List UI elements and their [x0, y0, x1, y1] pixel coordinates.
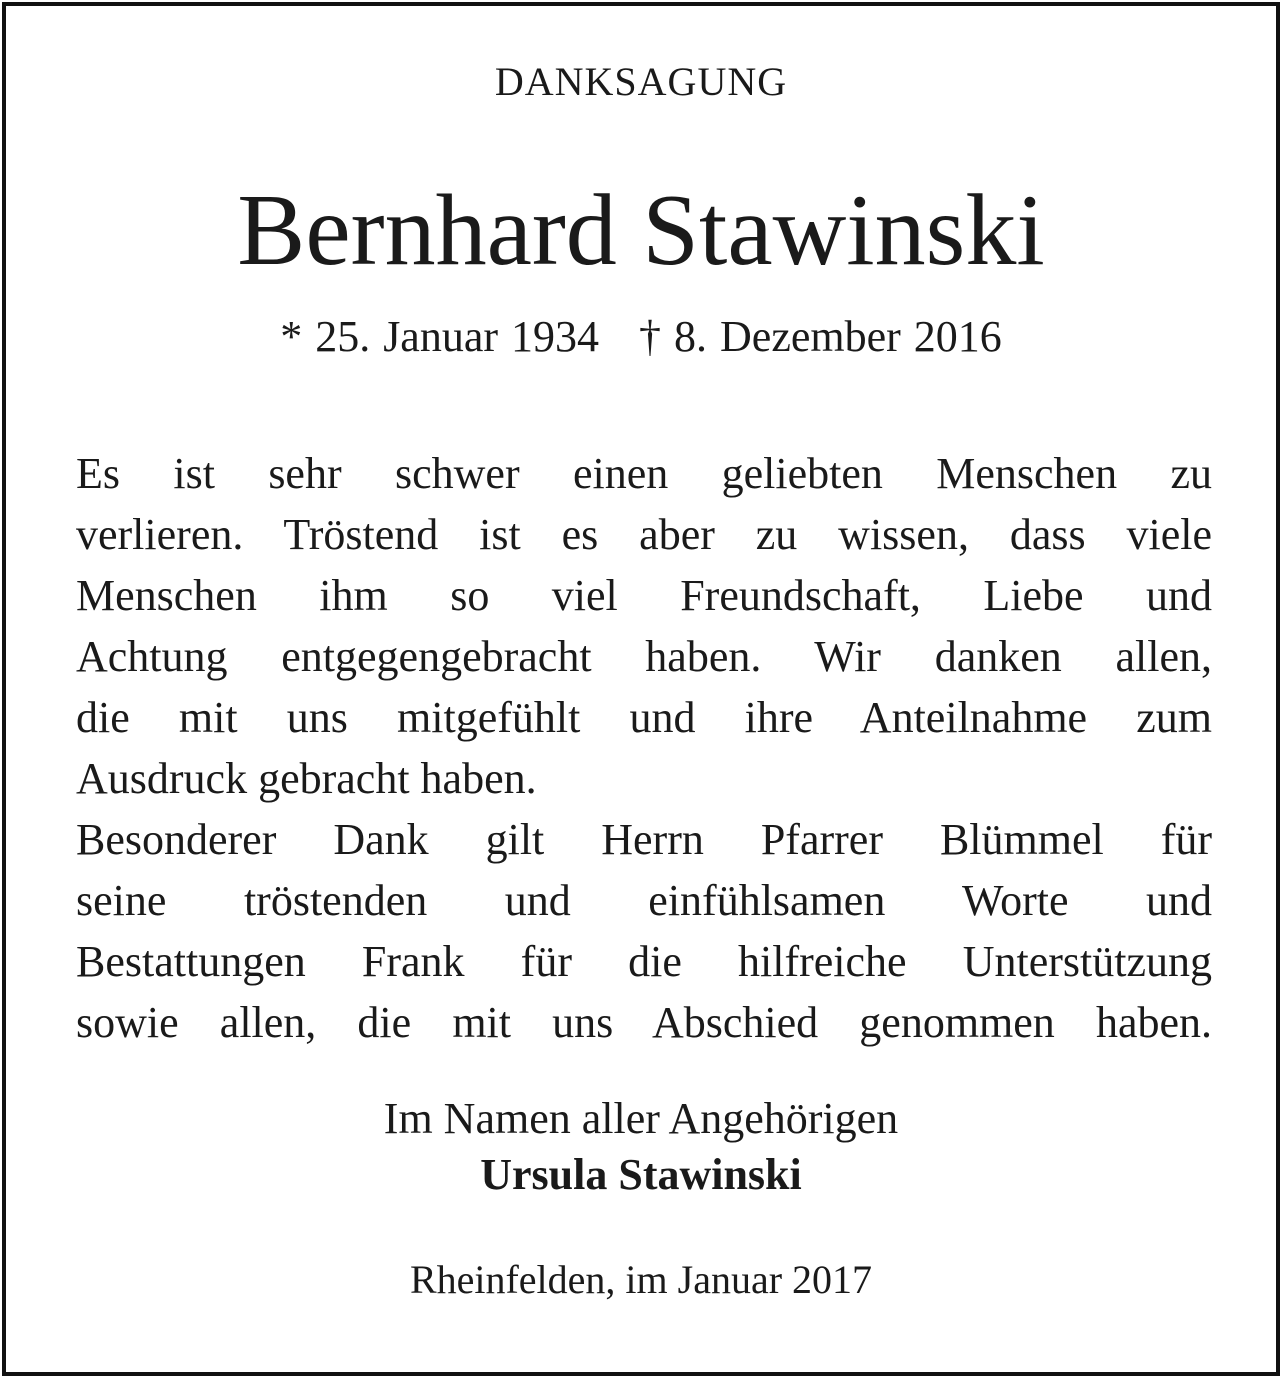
text-line: seine tröstenden und einfühlsamen Worte und: [76, 876, 1212, 925]
text-line: Es ist sehr schwer einen geliebten Menschen zu: [76, 449, 1212, 498]
thanks-paragraph-2: [76, 809, 1212, 1053]
deceased-name: Bernhard Stawinski: [237, 174, 1045, 287]
text-line: Menschen ihm so viel Freundschaft, Liebe und: [76, 571, 1212, 620]
text-line: Achtung entgegengebracht haben. Wir danken allen,: [76, 632, 1212, 681]
signoff: [6, 1091, 1276, 1203]
text-line: sowie allen, die mit uns Abschied genommen haben.: [76, 998, 1212, 1047]
birth-date: * 25. Januar 1934: [280, 312, 600, 361]
death-date: † 8. Dezember 2016: [639, 312, 1002, 361]
thanks-text: [76, 443, 1212, 1053]
text-line: verlieren. Tröstend ist es aber zu wissen, dass viele: [76, 510, 1212, 559]
text-line: Ausdruck gebracht haben.: [76, 754, 537, 803]
text-line: Bestattungen Frank für die hilfreiche Unterstützung: [76, 937, 1212, 986]
life-dates: [6, 311, 1276, 362]
thanks-paragraph-1: [76, 443, 1212, 809]
text-line: Besonderer Dank gilt Herrn Pfarrer Blümmel für: [76, 815, 1212, 864]
notice-heading: DANKSAGUNG: [494, 59, 788, 104]
text-line: die mit uns mitgefühlt und ihre Anteilnahme zum: [76, 693, 1212, 742]
place-date: Rheinfelden, im Januar 2017: [409, 1257, 873, 1302]
obituary-notice: [2, 2, 1280, 1376]
signoff-intro: Im Namen aller Angehörigen: [383, 1094, 899, 1143]
signoff-name: Ursula Stawinski: [480, 1150, 802, 1199]
